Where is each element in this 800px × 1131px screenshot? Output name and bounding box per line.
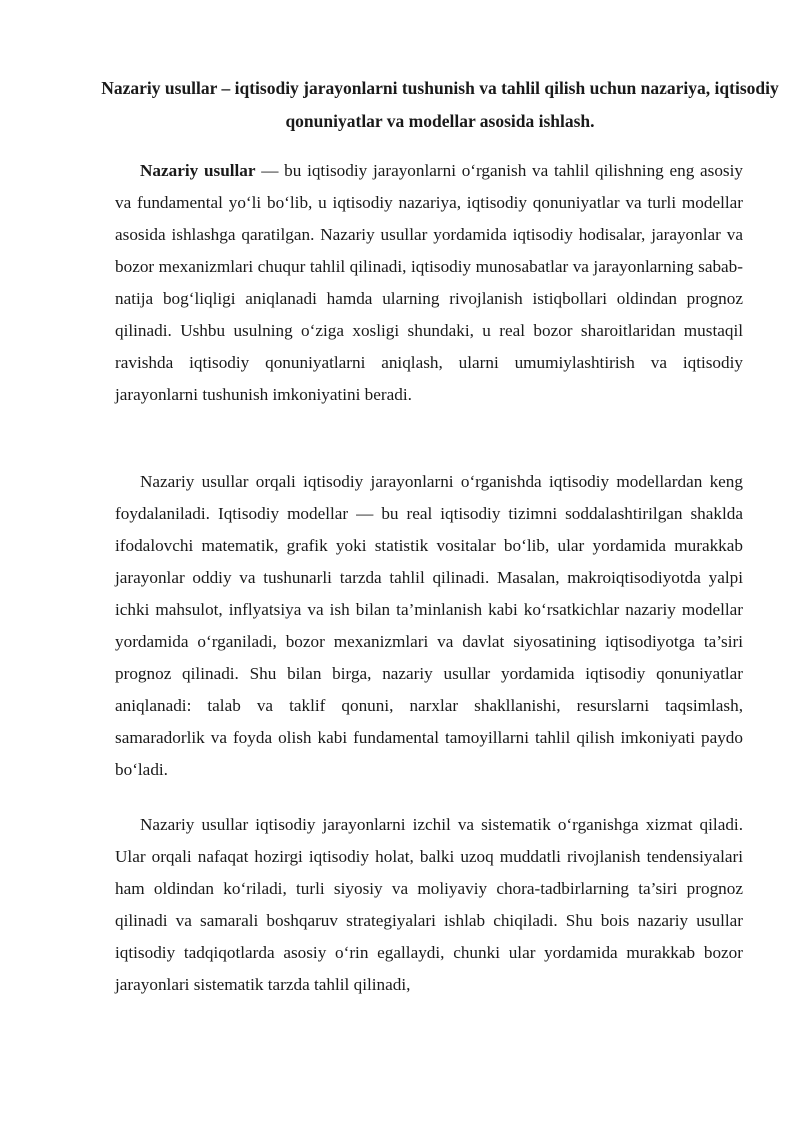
paragraph-1-lead-term: Nazariy usullar [140,161,256,180]
paragraph-1-body: — bu iqtisodiy jarayonlarni o‘rganish va tahlil qilishning eng asosiy va fundamental yo‘li bo‘lib, u iqtisodiy nazariya, iqtisodiy qonuniyatlar va turli modellar asosida ishlashga qaratilgan. Nazariy usullar yordamida iqtisodiy hodisalar, jarayonlar va bozor mexanizmlari chuqur tahlil qilinadi, iqtisodiy munosabatlar va jarayonlarning sabab-natija bog‘liqligi aniqlanadi hamda ularning rivojlanish istiqbollari oldindan prognoz qilinadi. Ushbu usulning o‘ziga xosligi shundaki, u real bozor sharoitlaridan mustaqil ravishda iqtisodiy qonuniyatlarni aniqlash, ularni umumiylashtirish va iqtisodiy jarayonlarni tushunish imkoniyatini beradi. [115,161,743,404]
paragraph-1 [115,155,743,411]
document-title: Nazariy usullar – iqtisodiy jarayonlarni tushunish va tahlil qilish uchun nazariya, iqtisodiy qonuniyatlar va modellar asosida ishlash. [101,78,779,131]
paragraph-3: Nazariy usullar iqtisodiy jarayonlarni izchil va sistematik o‘rganishga xizmat qiladi. Ular orqali nafaqat hozirgi iqtisodiy holat, balki uzoq muddatli rivojlanish tendensiyalari ham oldindan ko‘riladi, turli siyosiy va moliyaviy chora-tadbirlarning ta’siri prognoz qilinadi va samarali boshqaruv strategiyalari ishlab chiqiladi. Shu bois nazariy usullar iqtisodiy tadqiqotlarda asosiy o‘rin egallaydi, chunki ular yordamida murakkab bozor jarayonlari sistematik tarzda tahlil qilinadi, [115,815,743,994]
paragraph-2: Nazariy usullar orqali iqtisodiy jarayonlarni o‘rganishda iqtisodiy modellardan keng foydalaniladi. Iqtisodiy modellar — bu real iqtisodiy tizimni soddalashtirilgan shaklda ifodalovchi matematik, grafik yoki statistik vositalar bo‘lib, ular yordamida murakkab jarayonlar oddiy va tushunarli tarzda tahlil qilinadi. Masalan, makroiqtisodiyotda yalpi ichki mahsulot, inflyatsiya va ish bilan ta’minlanish kabi ko‘rsatkichlar nazariy modellar yordamida o‘rganiladi, bozor mexanizmlari va davlat siyosatining iqtisodiyotga ta’siri prognoz qilinadi. Shu bilan birga, nazariy usullar yordamida iqtisodiy qonuniyatlar aniqlanadi: talab va taklif qonuni, narxlar shakllanishi, resurslarni taqsimlash, samaradorlik va foyda olish kabi fundamental tamoyillarni tahlil qilish imkoniyati paydo bo‘ladi. [115,472,743,779]
